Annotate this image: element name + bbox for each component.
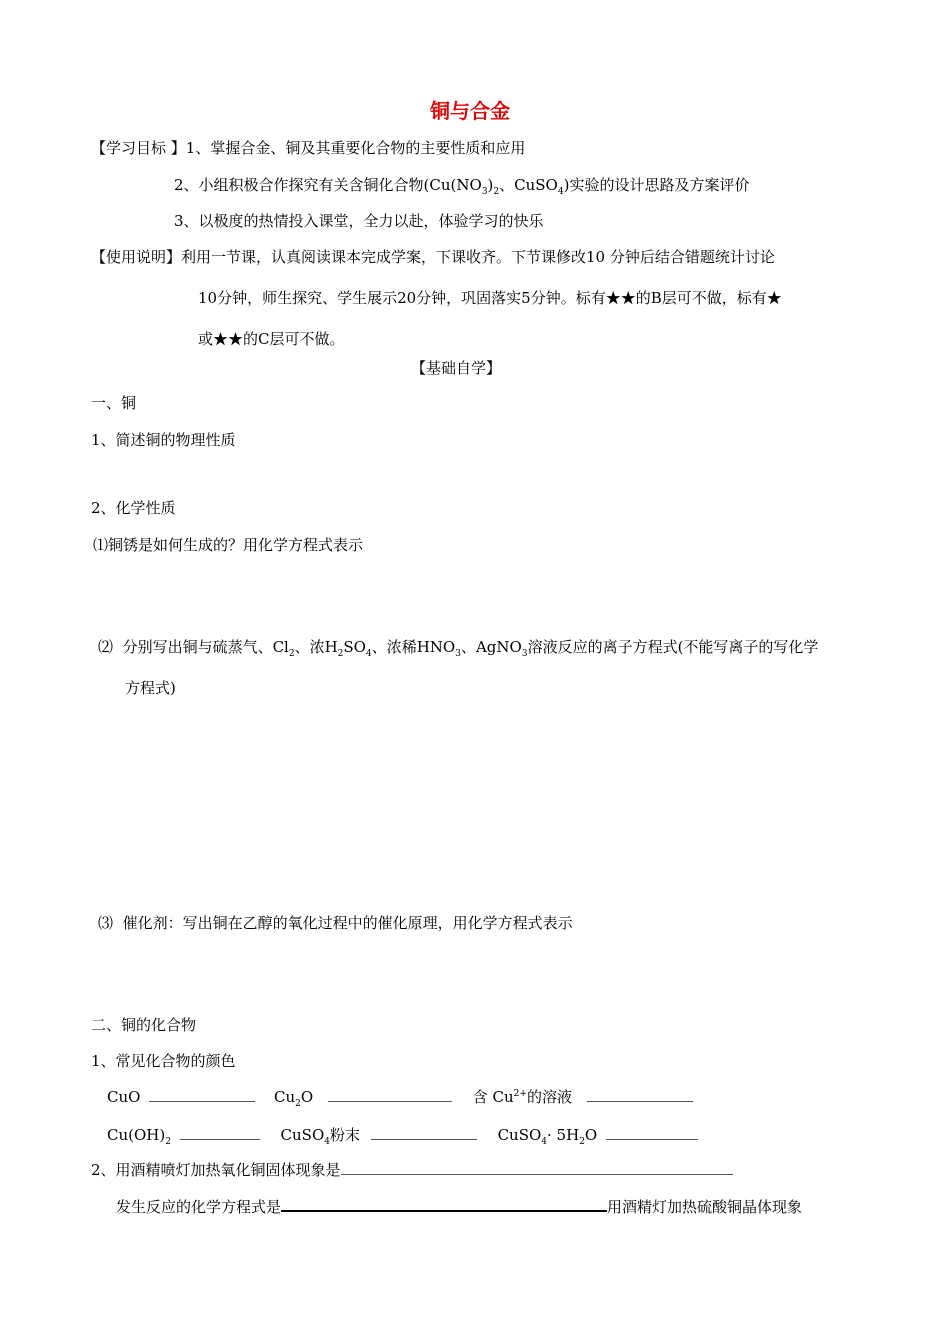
part2-heading: 二、铜的化合物: [91, 1016, 197, 1034]
question-ionic-equations: ⑵ 分别写出铜与硫蒸气、$Cl_2$、浓$H_2SO_4$、浓稀$HNO_3$、AgNO$_3$溶液反应的离子方程式(不能写离子的写化学: [98, 638, 819, 659]
objective-2: 2、小组积极合作探究有关含铜化合物($Cu(NO_3)_2$、CuSO$_4$)实验的设计思路及方案评价: [174, 176, 750, 197]
question-catalyst: ⑶ 催化剂：写出铜在乙醇的氧化过程中的催化原理，用化学方程式表示: [98, 914, 573, 932]
question-copper-rust: ⑴铜锈是如何生成的？用化学方程式表示: [93, 536, 364, 554]
objective-3: 3、以极度的热情投入课堂，全力以赴，体验学习的快乐: [174, 212, 544, 230]
usage-line-1: 【使用说明】利用一节课，认真阅读课本完成学案，下课收齐。下节课修改10 分钟后结合错题统计讨论: [91, 248, 775, 266]
cu2plus-label: 含 $Cu^{2+}$的溶液: [472, 1088, 572, 1106]
cuso4-hydrate-answer-blank[interactable]: [606, 1125, 698, 1140]
cuoh2-label: $Cu(OH)_2$: [107, 1126, 171, 1147]
part1-heading: 一、铜: [91, 394, 137, 412]
usage-line-2: 10分钟，师生探究、学生展示20分钟，巩固落实5分钟。标有★★的B层可不做，标有★: [198, 289, 782, 307]
question-chemical-properties: 2、化学性质: [91, 499, 176, 517]
cu2o-answer-blank[interactable]: [328, 1087, 452, 1102]
usage-label: 【使用说明】: [91, 248, 182, 266]
color-row-2: [107, 1125, 702, 1145]
page-title: 铜与合金: [430, 99, 510, 123]
cu2plus-answer-blank[interactable]: [587, 1087, 693, 1102]
question-heat-cuo-equation: 发生反应的化学方程式是 用酒精灯加热硫酸铜晶体现象: [116, 1198, 803, 1216]
cuso4-hydrate-label: CuSO$_4$· $5H_2O$: [497, 1126, 598, 1147]
cuo-label: CuO: [107, 1088, 141, 1106]
color-row-1: [107, 1087, 697, 1107]
cuso4-answer-blank[interactable]: [371, 1125, 477, 1140]
heat-cuo-answer-blank[interactable]: [341, 1160, 733, 1175]
question-compound-colors: 1、常见化合物的颜色: [91, 1052, 236, 1070]
cu2o-label: $Cu_2O$: [274, 1088, 314, 1109]
section-basic-heading: 【基础自学】: [411, 359, 502, 377]
question-physical-properties: 1、简述铜的物理性质: [91, 431, 236, 449]
question-heat-cuo: 2、用酒精喷灯加热氧化铜固体现象是: [91, 1160, 737, 1180]
objectives-line-1: [91, 138, 525, 158]
cuoh2-answer-blank[interactable]: [180, 1125, 260, 1140]
question-ionic-equations-cont: 方程式): [125, 679, 176, 697]
usage-line-3: 或★★的C层可不做。: [198, 330, 345, 348]
objective-1: 1、掌握合金、铜及其重要化合物的主要性质和应用: [185, 139, 526, 157]
objectives-label: 【学习目标 】: [91, 139, 186, 157]
cuso4-label: CuSO$_4$粉末: [280, 1126, 360, 1147]
equation-answer-blank[interactable]: [281, 1196, 607, 1212]
cuo-answer-blank[interactable]: [149, 1087, 255, 1102]
